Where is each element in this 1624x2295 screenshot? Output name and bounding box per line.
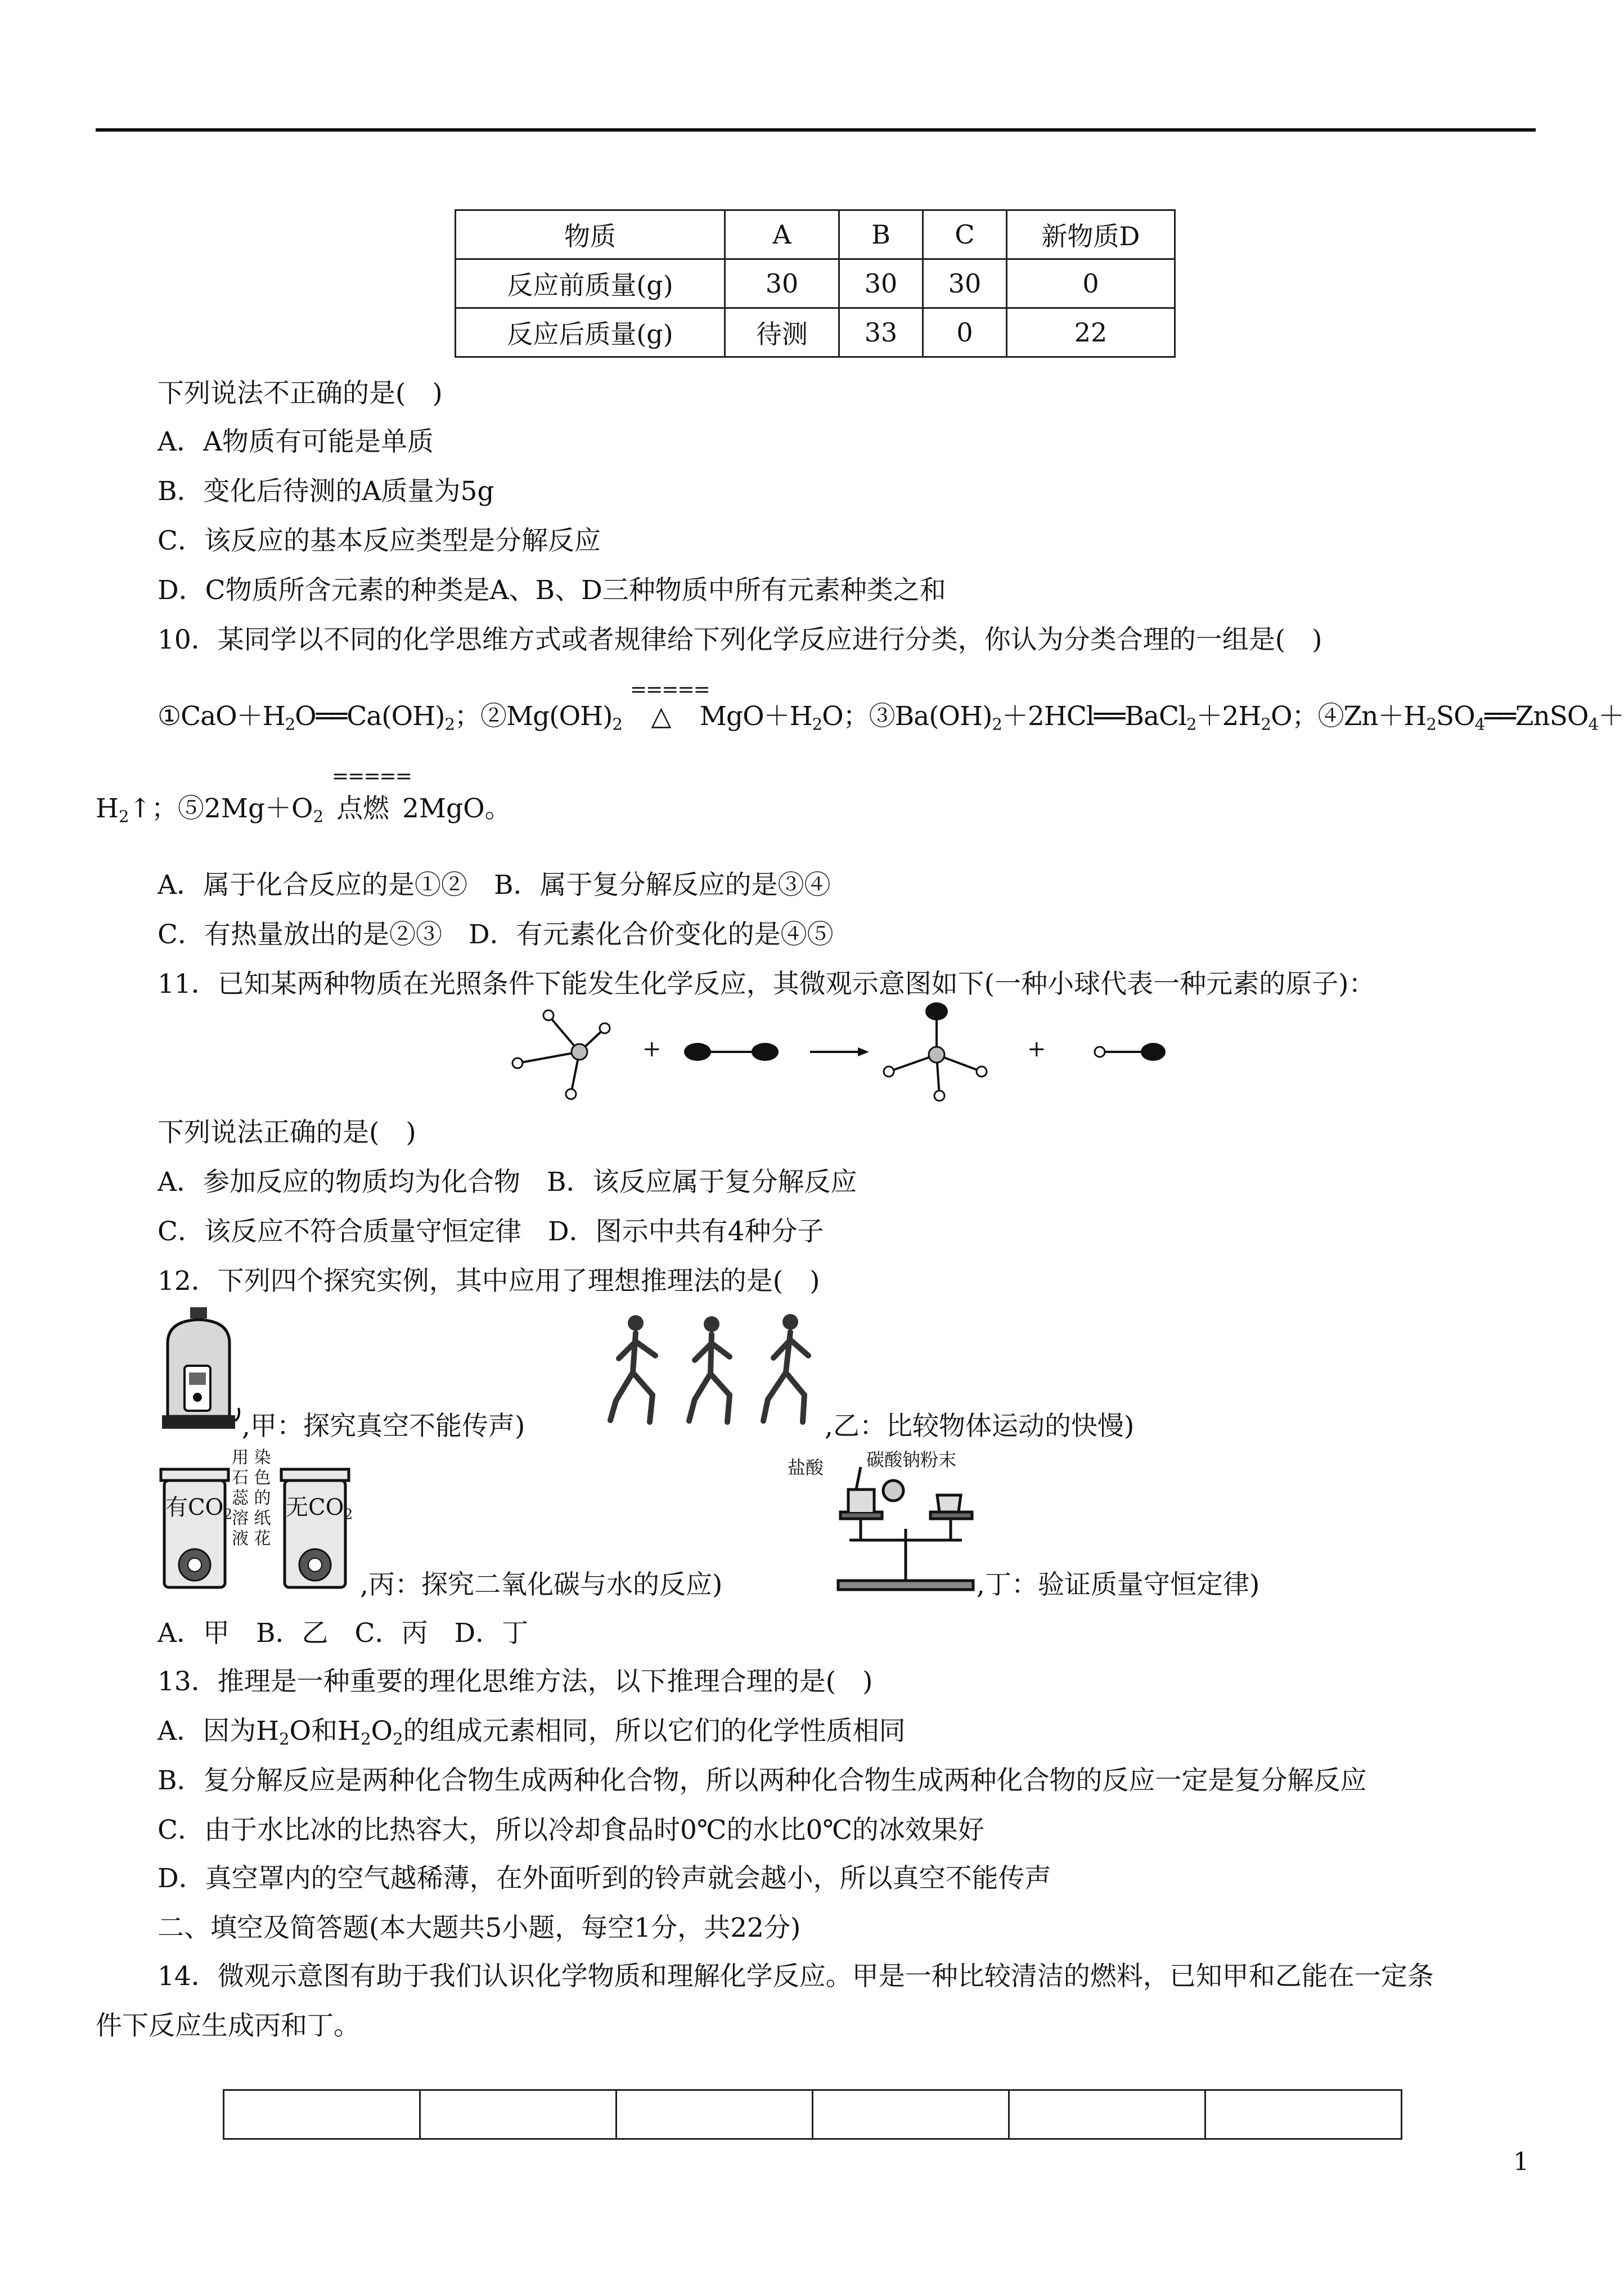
q9-stem: 下列说法不正确的是( ) [158,378,443,409]
table-row [456,308,1175,357]
table-cell: 30 [839,259,923,308]
table-cell: 30 [725,259,839,308]
q9-option-d: D．C物质所含元素的种类是A、B、D三种物质中所有元素种类之和 [158,575,946,606]
header-rule [96,128,1536,132]
reaction-arrow-icon [810,1047,869,1056]
molecule-dark-diatomic [684,1043,779,1061]
q9-option-c: C．该反应的基本反应类型是分解反应 [158,525,601,556]
table-cell: 反应后质量(g) [456,308,725,357]
table-cell: C [923,210,1007,259]
q10-options-ab: A．属于化合反应的是①② B．属于复分解反应的是③④ [158,870,831,901]
label-sodium-carbonate: 碳酸钠粉末 [866,1449,957,1470]
table-cell: 物质 [456,210,725,259]
heat-condition: ===== △ [629,678,709,732]
q11-question: 下列说法正确的是( ) [158,1117,416,1148]
q10-options-cd: C．有热量放出的是②③ D．有元素化合价变化的是④⑤ [158,919,834,950]
table-cell [420,2090,617,2139]
experiment-bing-caption: ,丙：探究二氧化碳与水的反应) [360,1569,723,1600]
table-cell: 0 [923,308,1007,357]
experiment-jia-caption: ,甲：探究真空不能传声) [242,1411,525,1442]
molecule-substituted [884,1002,987,1101]
table-cell [224,2090,420,2139]
q13-option-c: C．由于水比冰的比热容大，所以冷却食品时0℃的水比0℃的冰效果好 [158,1815,984,1846]
jar-middle-label: 用 染 石 色 蕊 的 溶 纸 液 花 [232,1448,271,1549]
experiment-ding-caption: ,丁：验证质量守恒定律) [977,1569,1260,1600]
q9-option-a: A．A物质有可能是单质 [158,426,434,457]
jar-left-label: 有$CO_2$ [165,1495,233,1523]
q13-option-b: B．复分解反应是两种化合物生成两种化合物，所以两种化合物生成两种化合物的反应一定是复分解反应 [158,1765,1367,1796]
table-cell: 反应前质量(g) [456,259,725,308]
q11-stem: 11．已知某两种物质在光照条件下能发生化学反应，其微观示意图如下(一种小球代表一种元素的原子)： [158,969,1375,1000]
table-cell: 待测 [725,308,839,357]
table-cell [1009,2090,1205,2139]
q12-stem: 12．下列四个探究实例，其中应用了理想推理法的是( ) [158,1266,820,1297]
table-row [456,210,1175,259]
q14-line1: 14．微观示意图有助于我们认识化学物质和理解化学反应。甲是一种比较清洁的燃料，已知甲和乙能在一定条 [158,1961,1434,1992]
q10-equations-line2: $H_2↑$；$⑤2Mg+O_2$ ===== 点燃 2MgO。 [96,765,511,826]
table-row [224,2090,1402,2139]
runners-image [605,1311,821,1429]
table-cell: 33 [839,308,923,357]
empty-table [223,2089,1402,2140]
q10-equations-line1: $①CaO+H_2O══Ca(OH)_2$；$②Mg(OH)_2$ ===== △ $MgO+H_2O$；$③Ba(OH)_2+2HCl══BaCl_2+2H_2O$；$④Zn+H_2SO_4══ZnSO_4+$ [158,678,1624,734]
jar-right-label: 无$CO_2$ [286,1495,353,1523]
table-cell [1205,2090,1402,2139]
molecule-reaction-diagram [506,1001,1204,1102]
plus-sign: + [1027,1036,1046,1062]
table-cell: 30 [923,259,1007,308]
plus-sign: + [642,1036,662,1062]
table-cell: B [839,210,923,259]
section-heading: 二、填空及简答题(本大题共5小题，每空1分，共22分) [158,1912,801,1943]
bell-jar-phone-image [156,1304,241,1439]
q13-stem: 13．推理是一种重要的理化思维方法，以下推理合理的是( ) [158,1666,873,1697]
molecule-mixed-diatomic [1095,1043,1166,1061]
q9-option-b: B．变化后待测的A质量为5g [158,476,494,507]
experiment-yi-caption: ,乙：比较物体运动的快慢) [825,1411,1135,1442]
q10-stem: 10．某同学以不同的化学思维方式或者规律给下列化学反应进行分类，你认为分类合理的一组是( ) [158,624,1322,655]
q13-option-d: D．真空罩内的空气越稀薄，在外面听到的铃声就会越小，所以真空不能传声 [158,1863,1051,1894]
q11-options-ab: A．参加反应的物质均为化合物 B．该反应属于复分解反应 [158,1167,857,1198]
table-cell [617,2090,813,2139]
label-hydrochloric-acid: 盐酸 [788,1457,824,1478]
ignite-condition: ===== 点燃 [332,765,411,824]
table-cell: A [725,210,839,259]
table-cell: 0 [1007,259,1175,308]
page-number: 1 [1513,2148,1529,2176]
molecule-ch4-like [512,1010,610,1099]
mass-table [455,209,1176,358]
balance-image [827,1456,979,1594]
q13-option-a: A．因为$H_2O$和$H_2O_2$的组成元素相同，所以它们的化学性质相同 [158,1716,906,1749]
table-cell [813,2090,1009,2139]
q11-options-cd: C．该反应不符合质量守恒定律 D．图示中共有4种分子 [158,1216,824,1247]
q14-line2: 件下反应生成丙和丁。 [96,2010,360,2041]
table-cell: 22 [1007,308,1175,357]
table-cell: 新物质D [1007,210,1175,259]
table-row [456,259,1175,308]
q12-options: A．甲 B．乙 C．丙 D．丁 [158,1618,529,1649]
